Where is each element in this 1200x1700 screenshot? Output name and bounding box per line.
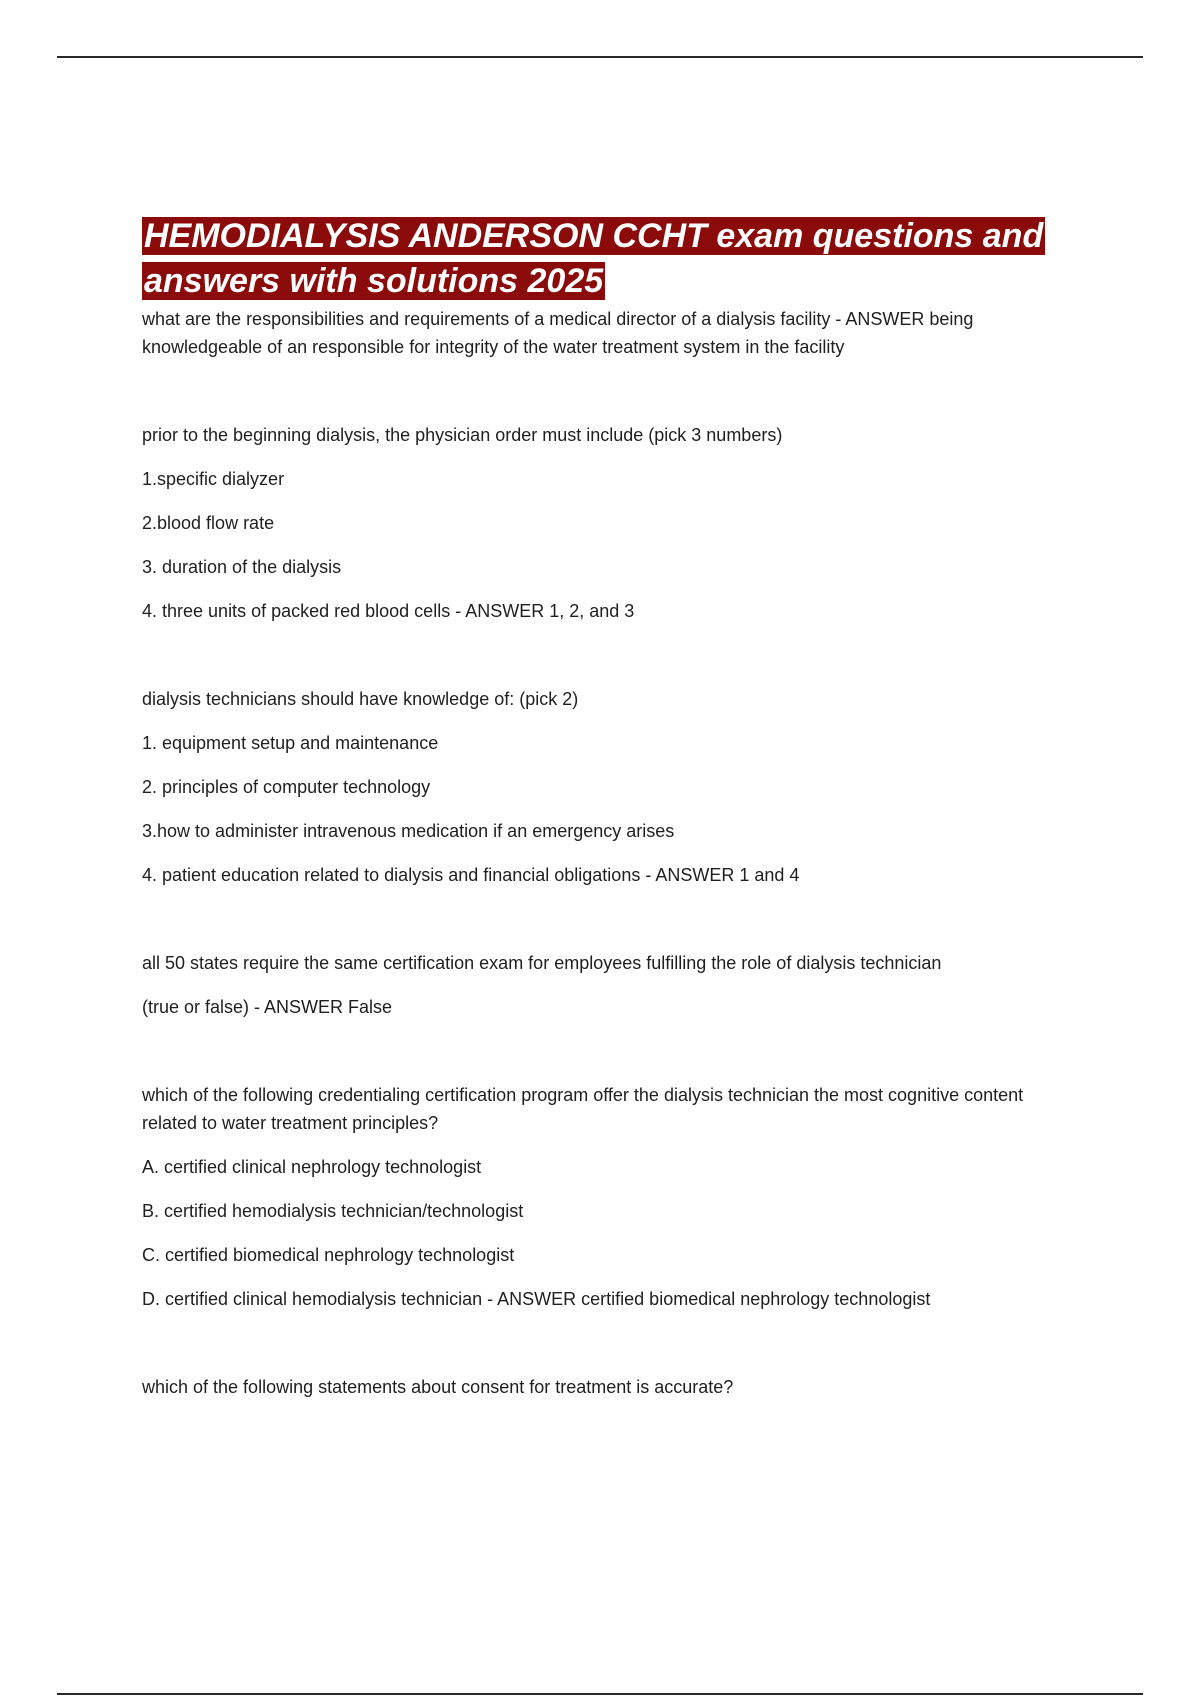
question-2-option: 1.specific dialyzer — [142, 469, 285, 489]
question-2-option: 4. three units of packed red blood cells - ANSWER 1, 2, and 3 — [142, 601, 635, 621]
question-3-option: 4. patient education related to dialysis and financial obligations - ANSWER 1 and 4 — [142, 865, 800, 885]
question-6: which of the following statements about consent for treatment is accurate? — [142, 1377, 734, 1397]
question-3-option: 3.how to administer intravenous medication if an emergency arises — [142, 821, 675, 841]
document-body — [142, 214, 1062, 1401]
question-2-block — [142, 421, 1062, 625]
question-4-block — [142, 949, 1062, 1021]
question-5-option: C. certified biomedical nephrology technologist — [142, 1245, 515, 1265]
question-3-option: 1. equipment setup and maintenance — [142, 733, 439, 753]
question-1: what are the responsibilities and requirements of a medical director of a dialysis facility - ANSWER being knowledgeable of an responsible for integrity of the water treatment system in the facility — [142, 309, 974, 357]
question-5-text: which of the following credentialing certification program offer the dialysis technician the most cognitive content related to water treatment principles? — [142, 1085, 1024, 1133]
question-4-answer: (true or false) - ANSWER False — [142, 997, 393, 1017]
question-2-option: 2.blood flow rate — [142, 513, 275, 533]
question-2-text: prior to the beginning dialysis, the physician order must include (pick 3 numbers) — [142, 425, 783, 445]
top-rule — [57, 56, 1143, 58]
question-4-text: all 50 states require the same certification exam for employees fulfilling the role of dialysis technician — [142, 953, 942, 973]
question-3-text: dialysis technicians should have knowledge of: (pick 2) — [142, 689, 579, 709]
question-5-block — [142, 1081, 1062, 1313]
question-5-option: B. certified hemodialysis technician/technologist — [142, 1201, 524, 1221]
document-title: HEMODIALYSIS ANDERSON CCHT exam questions and answers with solutions 2025 — [144, 217, 1044, 300]
question-3-block — [142, 685, 1062, 889]
question-5-option: A. certified clinical nephrology technologist — [142, 1157, 482, 1177]
bottom-rule — [57, 1693, 1143, 1695]
question-5-option: D. certified clinical hemodialysis technician - ANSWER certified biomedical nephrology technologist — [142, 1289, 931, 1309]
question-3-option: 2. principles of computer technology — [142, 777, 431, 797]
question-2-option: 3. duration of the dialysis — [142, 557, 342, 577]
